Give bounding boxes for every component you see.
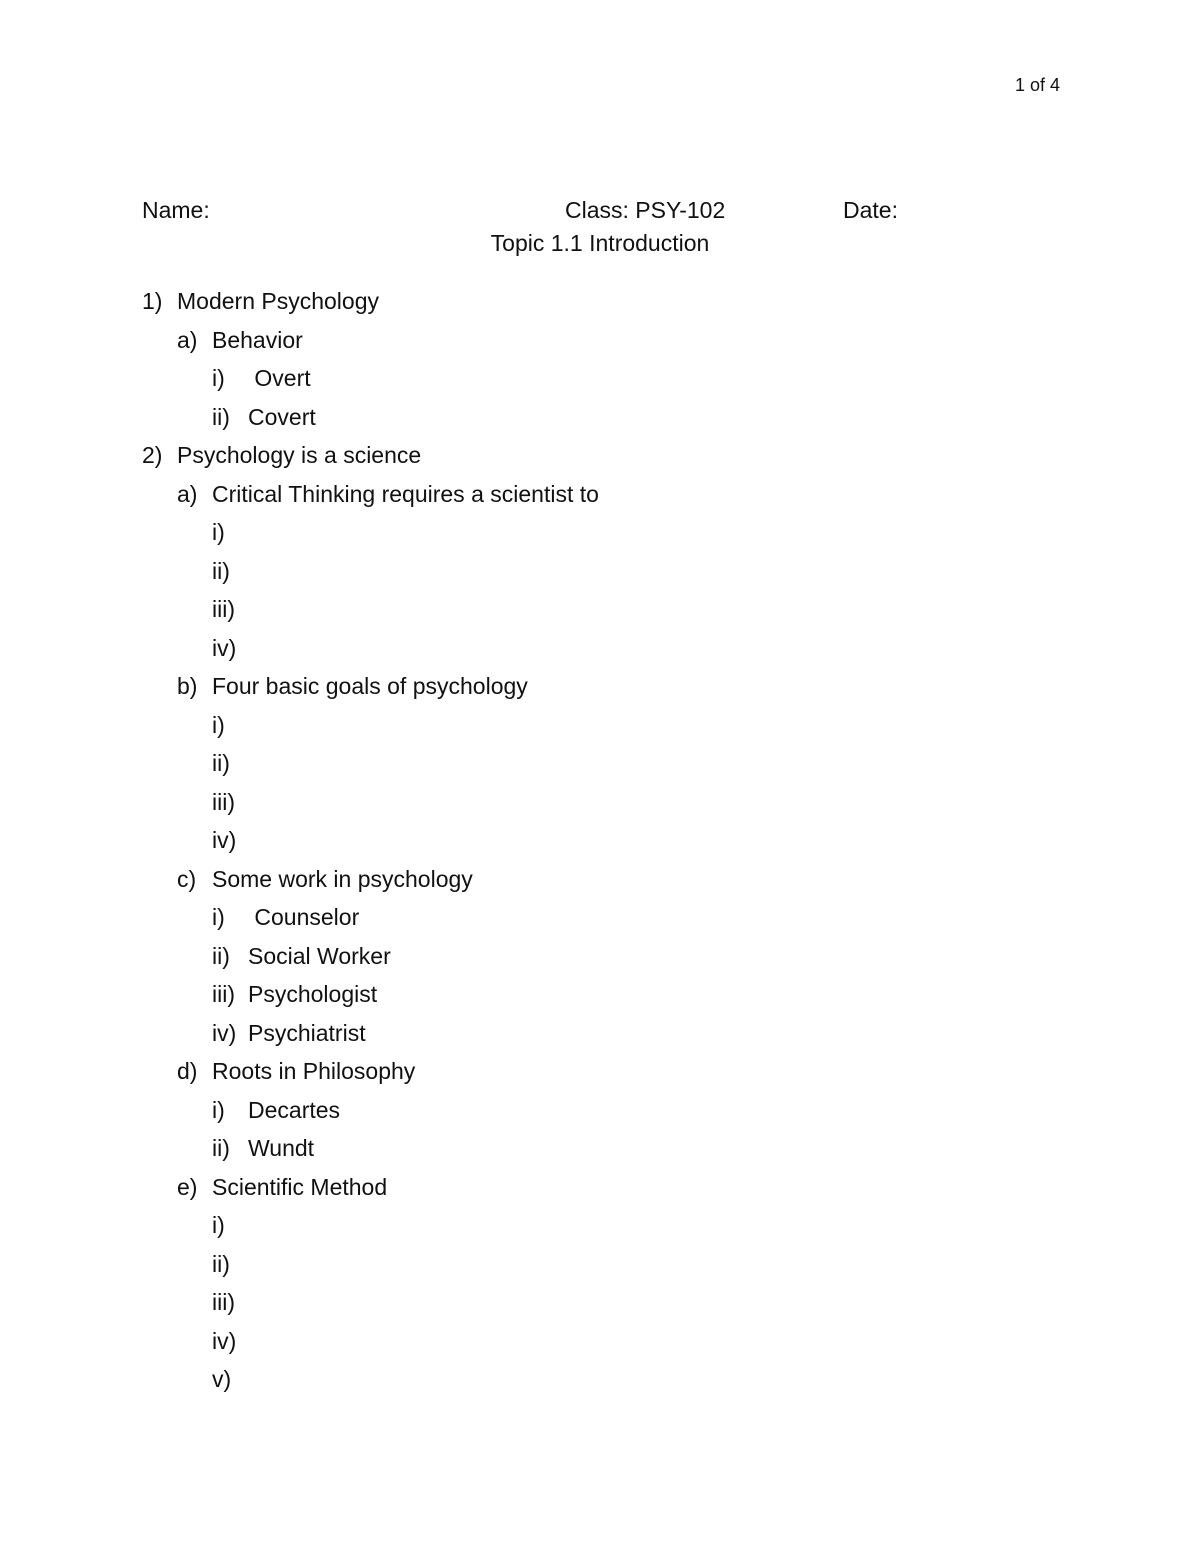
outline-marker: c)	[177, 865, 197, 892]
outline-marker: ii)	[212, 557, 230, 584]
outline-item-level-1	[0, 286, 1200, 325]
worksheet-header	[0, 196, 1200, 224]
outline-item-level-2	[0, 864, 1200, 903]
outline-item-level-3	[0, 633, 1200, 672]
outline-text: Overt	[248, 365, 311, 391]
outline-marker: i)	[212, 365, 225, 391]
outline-item-level-3	[0, 1210, 1200, 1249]
date-label: Date:	[843, 197, 898, 223]
outline-marker: 1)	[142, 288, 163, 314]
outline-marker: i)	[212, 519, 225, 545]
outline-text: Four basic goals of psychology	[212, 673, 528, 699]
outline-marker: 2)	[142, 442, 163, 468]
outline-item-level-3	[0, 363, 1200, 402]
outline-text: Wundt	[248, 1135, 315, 1161]
outline-marker: i)	[212, 1212, 225, 1238]
outline-item-level-2	[0, 671, 1200, 710]
page-number: 1 of 4	[1014, 75, 1060, 95]
outline-item-level-3	[0, 979, 1200, 1018]
outline-item-level-3	[0, 556, 1200, 595]
outline-marker: b)	[177, 673, 198, 699]
outline-item-level-2	[0, 1172, 1200, 1211]
outline-item-level-2	[0, 479, 1200, 518]
outline-item-level-3	[0, 1018, 1200, 1057]
outline-item-level-3	[0, 902, 1200, 941]
outline-text: Psychologist	[248, 981, 378, 1007]
outline-marker: iv)	[212, 1327, 237, 1354]
outline-marker: ii)	[212, 403, 230, 430]
outline-marker: a)	[177, 480, 198, 507]
outline-marker: a)	[177, 326, 198, 353]
outline-item-level-3	[0, 1133, 1200, 1172]
outline-item-level-3	[0, 1287, 1200, 1326]
outline-text: Covert	[248, 403, 316, 430]
outline-item-level-3	[0, 941, 1200, 980]
outline-marker: iv)	[212, 1019, 237, 1046]
outline-text: Roots in Philosophy	[212, 1058, 416, 1084]
outline-text: Counselor	[248, 904, 360, 930]
class-label: Class: PSY-102	[565, 197, 726, 223]
outline-item-level-3	[0, 517, 1200, 556]
outline-item-level-3	[0, 402, 1200, 441]
outline-item-level-3	[0, 1095, 1200, 1134]
outline-text: Psychiatrist	[248, 1019, 366, 1046]
outline-text: Critical Thinking requires a scientist to	[212, 480, 599, 507]
outline-marker: d)	[177, 1058, 198, 1084]
outline-text: Some work in psychology	[212, 865, 473, 892]
outline-marker: i)	[212, 1096, 225, 1123]
outline-marker: iv)	[212, 634, 237, 661]
outline-item-level-1	[0, 440, 1200, 479]
outline-item-level-2	[0, 325, 1200, 364]
outline-marker: iii)	[212, 596, 235, 622]
outline-item-level-3	[0, 710, 1200, 749]
outline-marker: iii)	[212, 788, 235, 815]
outline-text: Modern Psychology	[177, 288, 379, 314]
outline-marker: v)	[212, 1366, 232, 1392]
outline-item-level-2	[0, 1056, 1200, 1095]
outline-list	[0, 286, 1200, 1403]
outline-item-level-3	[0, 1326, 1200, 1365]
outline-item-level-3	[0, 787, 1200, 826]
outline-marker: i)	[212, 711, 225, 738]
outline-text: Behavior	[212, 326, 303, 353]
outline-marker: iv)	[212, 827, 237, 853]
outline-marker: i)	[212, 904, 225, 930]
outline-item-level-3	[0, 825, 1200, 864]
outline-item-level-3	[0, 1249, 1200, 1288]
outline-text: Psychology is a science	[177, 442, 422, 468]
outline-text: Social Worker	[248, 942, 391, 969]
outline-marker: ii)	[212, 1135, 230, 1161]
outline-text: Decartes	[248, 1096, 341, 1123]
topic-title: Topic 1.1 Introduction	[490, 230, 710, 256]
outline-marker: ii)	[212, 750, 230, 776]
outline-marker: ii)	[212, 1250, 230, 1277]
outline-marker: iii)	[212, 981, 235, 1007]
name-label: Name:	[142, 197, 210, 223]
outline-item-level-3	[0, 1364, 1200, 1403]
outline-text: Scientific Method	[212, 1173, 388, 1200]
outline-marker: ii)	[212, 942, 230, 969]
outline-marker: iii)	[212, 1289, 235, 1315]
outline-item-level-3	[0, 748, 1200, 787]
outline-marker: e)	[177, 1173, 198, 1200]
outline-item-level-3	[0, 594, 1200, 633]
